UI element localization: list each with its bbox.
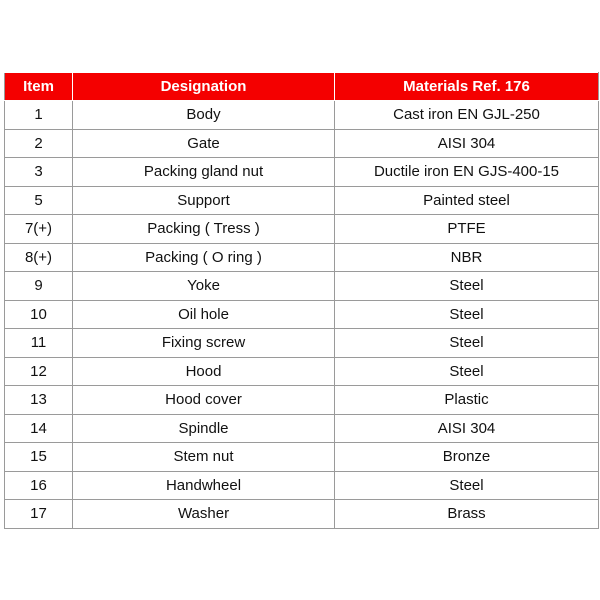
cell-item: 3 xyxy=(5,158,73,187)
cell-item: 16 xyxy=(5,471,73,500)
cell-material: Steel xyxy=(335,272,599,301)
cell-material: AISI 304 xyxy=(335,129,599,158)
cell-designation: Support xyxy=(73,186,335,215)
table-row xyxy=(5,158,599,187)
table-row xyxy=(5,500,599,529)
cell-material: Cast iron EN GJL-250 xyxy=(335,101,599,130)
cell-item: 1 xyxy=(5,101,73,130)
cell-material: Bronze xyxy=(335,443,599,472)
header-item: Item xyxy=(5,73,73,101)
cell-item: 10 xyxy=(5,300,73,329)
cell-designation: Yoke xyxy=(73,272,335,301)
cell-designation: Packing ( Tress ) xyxy=(73,215,335,244)
cell-item: 12 xyxy=(5,357,73,386)
table-row xyxy=(5,243,599,272)
cell-item: 14 xyxy=(5,414,73,443)
cell-designation: Washer xyxy=(73,500,335,529)
table-row xyxy=(5,357,599,386)
cell-material: PTFE xyxy=(335,215,599,244)
table-row xyxy=(5,329,599,358)
cell-designation: Hood cover xyxy=(73,386,335,415)
header-designation: Designation xyxy=(73,73,335,101)
cell-material: NBR xyxy=(335,243,599,272)
cell-designation: Spindle xyxy=(73,414,335,443)
cell-material: Plastic xyxy=(335,386,599,415)
table-row xyxy=(5,443,599,472)
cell-item: 11 xyxy=(5,329,73,358)
cell-designation: Stem nut xyxy=(73,443,335,472)
cell-item: 15 xyxy=(5,443,73,472)
cell-item: 7(+) xyxy=(5,215,73,244)
cell-material: Ductile iron EN GJS-400-15 xyxy=(335,158,599,187)
cell-designation: Packing ( O ring ) xyxy=(73,243,335,272)
cell-material: Steel xyxy=(335,357,599,386)
table-body xyxy=(5,101,599,529)
cell-material: Painted steel xyxy=(335,186,599,215)
cell-designation: Handwheel xyxy=(73,471,335,500)
table-row xyxy=(5,386,599,415)
cell-item: 9 xyxy=(5,272,73,301)
cell-material: AISI 304 xyxy=(335,414,599,443)
table-row xyxy=(5,272,599,301)
cell-designation: Fixing screw xyxy=(73,329,335,358)
cell-item: 5 xyxy=(5,186,73,215)
cell-item: 17 xyxy=(5,500,73,529)
cell-designation: Hood xyxy=(73,357,335,386)
table-row xyxy=(5,215,599,244)
table-row xyxy=(5,186,599,215)
cell-material: Steel xyxy=(335,329,599,358)
header-row xyxy=(5,73,599,101)
cell-designation: Body xyxy=(73,101,335,130)
cell-designation: Oil hole xyxy=(73,300,335,329)
table-row xyxy=(5,129,599,158)
table-row xyxy=(5,414,599,443)
table-header xyxy=(5,73,599,101)
table-row xyxy=(5,471,599,500)
cell-item: 8(+) xyxy=(5,243,73,272)
cell-designation: Gate xyxy=(73,129,335,158)
header-materials: Materials Ref. 176 xyxy=(335,73,599,101)
cell-designation: Packing gland nut xyxy=(73,158,335,187)
table-row xyxy=(5,101,599,130)
cell-material: Brass xyxy=(335,500,599,529)
cell-item: 13 xyxy=(5,386,73,415)
cell-material: Steel xyxy=(335,300,599,329)
materials-table xyxy=(4,72,599,529)
cell-item: 2 xyxy=(5,129,73,158)
table-row xyxy=(5,300,599,329)
cell-material: Steel xyxy=(335,471,599,500)
